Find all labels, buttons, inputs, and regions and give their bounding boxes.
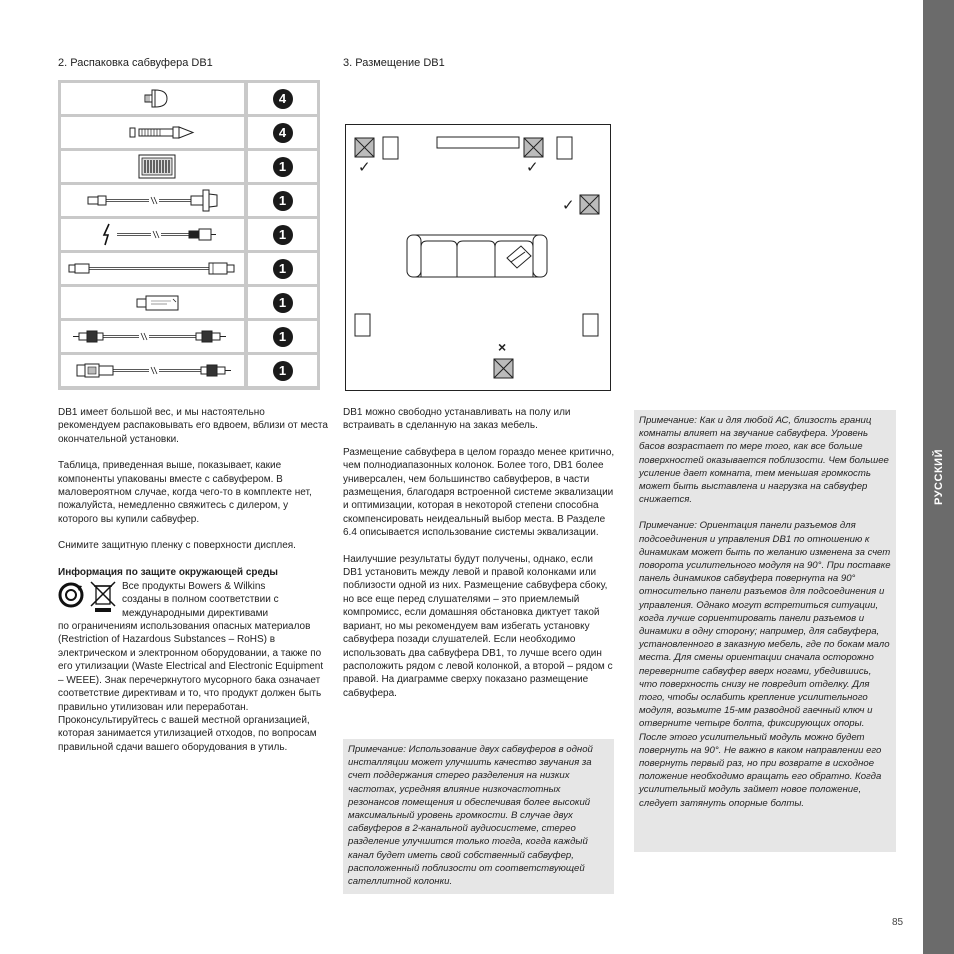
paragraph: Размещение сабвуфера в целом гораздо менее критично, чем полнодиапазонных колонок. Более того, DB1 более универсален, чем большинство сабвуферов, в части размещения, благодаря встроенной системе эквализации и оптимизации, которая в некоторой степени способна скомпенсировать неидеальный выбор места. В Разделе 6.4 описывается использование системы эквализации. — [343, 446, 615, 539]
placement-diagram — [345, 124, 611, 391]
sofa-icon — [407, 235, 547, 277]
xlr-cable-icon — [61, 253, 244, 284]
xlr-rca-cable-icon — [61, 355, 244, 386]
subwoofer-icon — [524, 138, 543, 157]
recycling-icon — [58, 582, 84, 608]
foot-cap-icon — [61, 83, 244, 114]
quantity-badge: 1 — [273, 361, 293, 381]
note-text: Примечание: Использование двух сабвуферов в одной инсталляции может улучшить качество звучания за счет поддержания стерео разделения на низких частотах, усредняя влияние низкочастотных резонансов помещения и обеспечивая более высокий максимальный уровень громкости. В случае двух сабвуферов в 2-канальной аудиосистеме, стерео разделение улучшится только тогда, когда каждый канал будет иметь свой собственный сабвуфер, расположенный поблизости от соответствующей сателлитной колонки. — [348, 744, 593, 888]
paragraph: DB1 можно свободно устанавливать на полу или встраивать в сделанную на заказ мебель. — [343, 407, 571, 432]
quantity-badge: 1 — [273, 157, 293, 177]
environment-block — [58, 580, 328, 620]
note-box — [634, 410, 896, 852]
table-row — [61, 117, 317, 148]
rca-cable-icon — [61, 321, 244, 352]
speaker-icon — [557, 137, 572, 159]
check-mark-icon: ✓ — [526, 159, 539, 176]
middle-column — [343, 406, 615, 713]
table-row — [61, 83, 317, 114]
subwoofer-icon — [494, 359, 513, 378]
quantity-badge: 1 — [273, 191, 293, 211]
environment-title: Информация по защите окружающей среды — [58, 566, 278, 578]
paragraph: по ограничениям использования опасных материалов (Restriction of Hazardous Substances – RoHS) в электрическом и электронном оборудовании, а также по его утилизации (Waste Electrical and Electronic Equipment – WEEE). Знак перечеркнутого мусорного бака означает соответствие директивам и то, что продукт должен быть правильно утилизован или переработан. Проконсультируйтесь с вашей местной организацией, которая занимается утилизацией отходов, по вопросам правильной сдачи вашего оборудования в утиль. — [58, 621, 324, 753]
language-tab — [923, 0, 954, 954]
cross-mark-icon: × — [498, 339, 507, 355]
quantity-badge: 4 — [273, 89, 293, 109]
table-row — [61, 355, 317, 386]
page-number: 85 — [892, 917, 904, 928]
paragraph: Снимите защитную пленку с поверхности дисплея. — [58, 540, 296, 552]
placement-section-title: 3. Размещение DB1 — [343, 57, 445, 69]
environment-line: международными директивами — [122, 607, 269, 619]
usb-serial-cable-icon — [61, 185, 244, 216]
note-text: Примечание: Как и для любой АС, близость границ комнаты влияет на звучание сабвуфера. Уровень басов возрастает по мере того, как все больше поверхностей оказывается поблизости. Чем большее усиление дает комната, тем меньшая громкость может быть выставлена и нагрузка на сабвуфер снижается. — [639, 415, 889, 506]
paragraph: Таблица, приведенная выше, показывает, какие компоненты упакованы вместе с сабвуфером. В маловероятном случае, когда чего-то в комплекте нет, пожалуйста, немедленно свяжитесь с дилером, у которого вы купили сабвуфер. — [58, 460, 312, 525]
unpack-section-title: 2. Распаковка сабвуфера DB1 — [58, 57, 213, 69]
subwoofer-icon — [580, 195, 599, 214]
paragraph: DB1 имеет большой вес, и мы настоятельно рекомендуем распаковывать его вдвоем, вблизи от места окончательной установки. — [58, 407, 328, 445]
subwoofer-icon — [355, 138, 374, 157]
environment-line: созданы в полном соответствии с — [122, 594, 279, 606]
spike-foot-icon — [61, 117, 244, 148]
usb-adapter-icon — [61, 287, 244, 318]
remote-control-icon — [61, 151, 244, 182]
quantity-badge: 1 — [273, 225, 293, 245]
table-row — [61, 219, 317, 250]
quantity-badge: 1 — [273, 293, 293, 313]
speaker-icon — [355, 314, 370, 336]
check-mark-icon: ✓ — [358, 159, 371, 176]
language-tab-label: РУССКИЙ — [932, 449, 945, 505]
tv-screen — [437, 137, 519, 148]
quantity-badge: 1 — [273, 327, 293, 347]
trigger-cable-icon — [61, 219, 244, 250]
left-column — [58, 406, 328, 767]
paragraph: Наилучшие результаты будут получены, однако, если DB1 установить между левой и правой колонками или поблизости одной из них. Размещение сабвуфера сбоку, но все еще перед слушателями – это приемлемый компромисс, если домашняя обстановка диктует такой вариант, но мы рекомендуем вам избегать установку сабвуфера позади слушателей. Если необходимо использовать два сабвуфера DB1, то лучше всего один расположить рядом с левой колонкой, а второй – рядом с правой. На диаграмме сверху показано размещение сабвуфера. — [343, 553, 613, 699]
speaker-icon — [583, 314, 598, 336]
table-row — [61, 151, 317, 182]
note-text: Примечание: Ориентация панели разъемов для подсоединения и управления DB1 по отношению к динамикам может быть по желанию изменена за счет поворота усилительного модуля на 90°. При поставке панель динамиков сабвуфера повернута на 90° относительно панели разъемов для подсоединения и управления. Однако могут встретиться ситуации, когда лучше сориентировать панели разъемов и динамики в одну сторону; например, для сабвуфера, установленного в заказную мебель, где по бокам мало места. Для смены ориентации сначала осторожно переверните сабвуфер вверх ногами, убедившись, что поверхность снизу не повредит отделку. Для того, чтобы ослабить крепление усилительного модуля, возьмите 15-мм разводной гаечный ключ и отверните четыре болта, фиксирующих опоры. После этого усилительный модуль можно будет повернуть на 90°. Не важно в каком направлении его повернуть первый раз, но при возврате в исходное положение необходимо вращать его обратно. Когда усилительный модуль займет новое положение, следует затянуть опорные болты. — [639, 520, 891, 809]
note-box — [343, 739, 614, 894]
check-mark-icon: ✓ — [562, 197, 575, 214]
table-row — [61, 185, 317, 216]
contents-table — [58, 80, 320, 390]
environment-line: Все продукты Bowers & Wilkins — [122, 581, 266, 593]
quantity-badge: 1 — [273, 259, 293, 279]
table-row — [61, 321, 317, 352]
table-row — [61, 253, 317, 284]
crossed-bin-icon — [88, 580, 118, 614]
table-row — [61, 287, 317, 318]
quantity-badge: 4 — [273, 123, 293, 143]
speaker-icon — [383, 137, 398, 159]
